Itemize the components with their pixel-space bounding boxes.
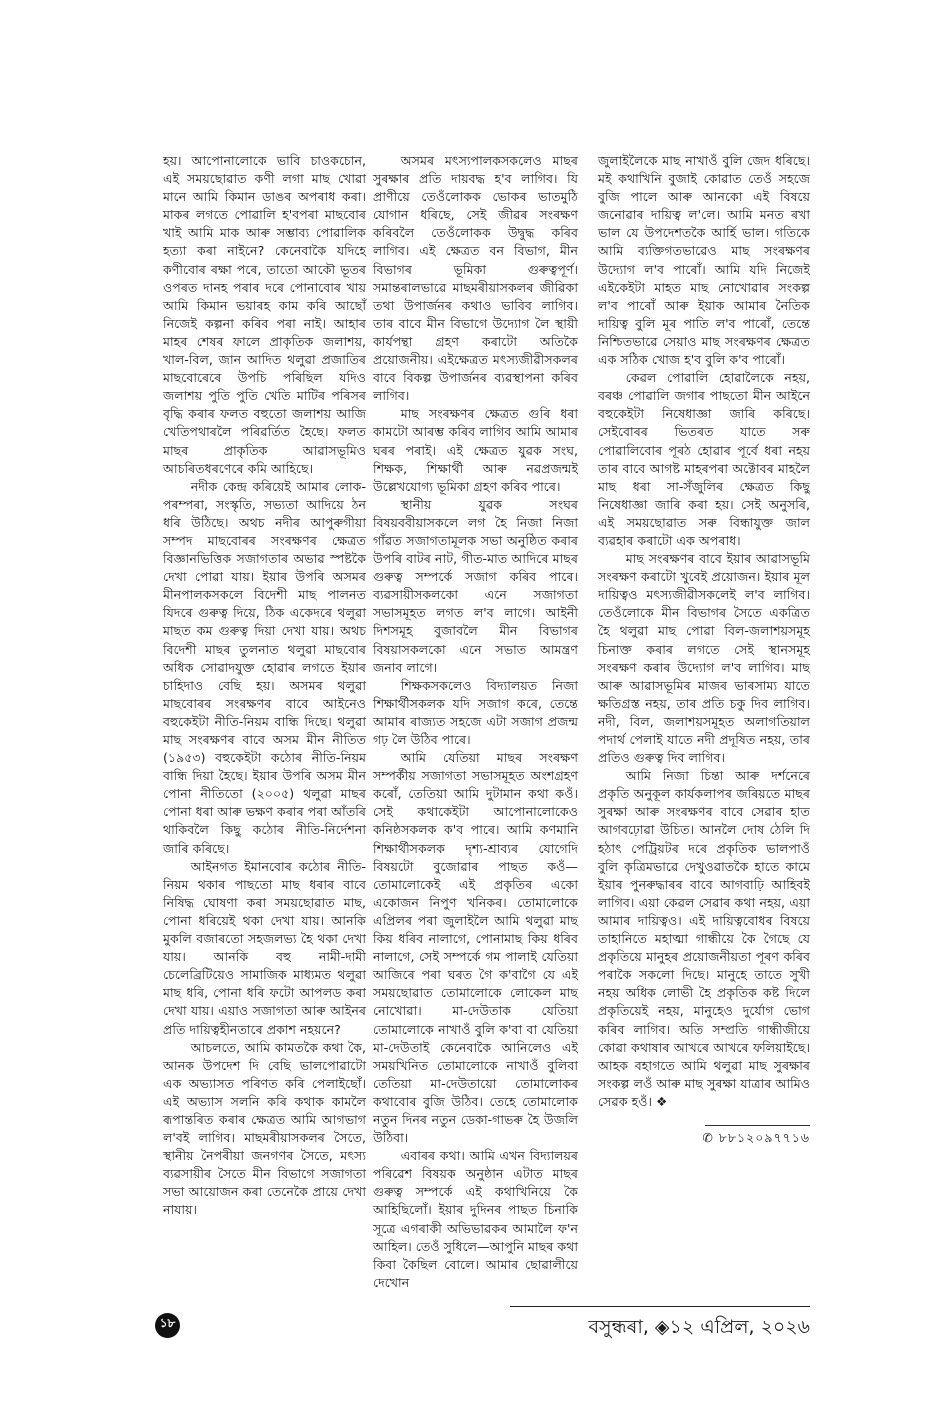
paragraph: আইনগত ইমানবোৰ কঠোৰ নীতি-নিয়ম থকাৰ পাছতো মাছ ধৰাৰ বাবে নিষিদ্ধ ঘোষণা কৰা সময়ছোৱাত মাছ, পোনা ধৰিয়েই থকা দেখা যায়। আনকি মুকলি বজাৰতো সহজলভ্য হৈ থকা দেখা যায়। আনকি বহু নামী-দামী চেলেব্ৰিটিয়েও সামাজিক মাধ্যমত থলুৱা মাছ ধৰি, পোনা ধৰি ফটো আপলড কৰা দেখা যায়। এয়াও সজাগতা আৰু আইনৰ প্ৰতি দায়িত্বহীনতাৰে প্ৰকাশ নহয়নে?: [163, 858, 366, 1037]
paragraph: আমি যেতিয়া মাছৰ সংৰক্ষণ সম্পৰ্কীয় সজাগতা সভাসমূহত অংশগ্ৰহণ কৰোঁ, তেতিয়া আমি দুটামান কথা কওঁ। সেই কথাকেইটা আপোনালোকেও কনিষ্ঠসকলক ক'ব পাৰে। আমি কণমানি শিক্ষাৰ্থীসকলক দৃশ্য-শ্ৰাব্যৰ যোগেদি বিষয়টো বুজোৱাৰ পাছত কওঁ— তোমালোকেই এই প্ৰকৃতিৰ একো একোজন নিপুণ খনিকৰ। তোমালোকে এপ্ৰিলৰ পৰা জুলাইলৈ আমি থলুৱা মাছ কিয় ধৰিব নালাগে, পোনামাছ কিয় ধৰিব নালাগে, সেই সম্পৰ্কে গম পালাই যেতিয়া আজিৰে পৰা ঘৰত গৈ ক'বাগৈ যে এই সময়ছোৱাত তোমালোকে লোকেল মাছ নোখোৱা। মা-দেউতাক যেতিয়া তোমালোকে নাখাওঁ বুলি ক'বা বা যেতিয়া মা-দেউতাই কেনেবাকৈ আনিলেও এই সময়খিনিত তোমালোকে নাখাওঁ বুলিবা তেতিয়া মা-দেউতায়ো তোমালোকৰ কথাবোৰ বুজি উঠিব। তেহে তোমালোক নতুন দিনৰ নতুন ডেকা-গাভৰু হৈ উজলি উঠিবা।: [373, 750, 578, 1146]
article-column-3: [598, 152, 810, 1147]
paragraph: মাছ সংৰক্ষণৰ ক্ষেত্ৰত গুৰি ধৰা কামটো আৰম্ভ কৰিব লাগিব আমি আমাৰ ঘৰৰ পৰাই। এই ক্ষেত্ৰত যুৱক সংঘ, শিক্ষক, শিক্ষাৰ্থী আৰু নৱপ্ৰজন্মই উল্লেখযোগ্য ভূমিকা গ্ৰহণ কৰিব পাৰে।: [373, 406, 578, 494]
paragraph: এবাৰৰ কথা। আমি এখন বিদ্যালয়ৰ পৰিৱেশ বিষয়ক অনুষ্ঠান এটাত মাছৰ গুৰুত্ব সম্পৰ্কে এই কথাখিনিয়ে কৈ আহিছিলোঁ। ইয়াৰ দুদিনৰ পাছত চিনাকি সূত্ৰে এগৰাকী অভিভাৱকৰ আমালৈ ফ'ন আহিল। তেওঁ সুধিলে—আপুনি মাছৰ কথা কিবা কৈছিল বোলে। আমাৰ ছোৱালীয়ে দেখোন: [373, 1148, 579, 1290]
paragraph: অসমৰ মৎস্যপালকসকলেও মাছৰ সুৰক্ষাৰ প্ৰতি দায়বদ্ধ হ'ব লাগিব। যি প্ৰাণীয়ে তেওঁলোকক ভোকৰ ভাতমুঠি যোগান ধৰিছে, সেই জীৱৰ সংৰক্ষণ কৰিবলৈ তেওঁলোকক উদ্বুদ্ধ কৰিব লাগিব। এই ক্ষেত্ৰত বন বিভাগ, মীন বিভাগৰ ভূমিকা গুৰুত্বপূৰ্ণ। সমান্তৰালভাৱে মাছমৰীয়াসকলৰ জীৱিকা তথা উপাৰ্জনৰ কথাও ভাবিব লাগিব। তাৰ বাবে মীন বিভাগে উদ্যোগ লৈ স্থায়ী কাৰ্যপন্থা গ্ৰহণ কৰাটো অতিকৈ প্ৰয়োজনীয়। এইক্ষেত্ৰত মৎস্যজীৱীসকলৰ বাবে বিকল্প উপাৰ্জনৰ ব্যৱস্থাপনা কৰিব লাগিব।: [373, 153, 578, 404]
paragraph: আচলতে, আমি কামতকৈ কথা কৈ, আনক উপদেশ দি বেছি ভালপোৱাটো এক অভ্যাসত পৰিণত কৰি পেলাইছোঁ। এই অভ্যাস সলনি কৰি কথাক কামলৈ ৰূপান্তৰিত কৰাৰ ক্ষেত্ৰত আমি আগভাগ ল'বই লাগিব। মাছমৰীয়াসকলৰ সৈতে, স্থানীয় নৈপৰীয়া জনগণৰ সৈতে, মৎস্য ব্যৱসায়ীৰ সৈতে মীন বিভাগে সজাগতা সভা আয়োজন কৰা তেনেকৈ প্ৰায়ে দেখা নাযায়।: [163, 1039, 366, 1218]
magazine-page: [159, 0, 810, 1406]
magazine-masthead-date: বসুন্ধৰা, ◈১২ এপ্ৰিল, ২০২৬: [588, 1315, 810, 1338]
paragraph: হয়। আপোনালোকে ভাবি চাওকচোন, এই সময়ছোৱাত কণী লগা মাছ খোৱা মানে আমি কিমান ডাঙৰ অপৰাধ কৰা। মাকৰ লগতে পোৱালি হ'বপৰা মাছবোৰ খাই আমি মাক আৰু সম্ভাব্য পোৱালিক হত্যা কৰা নাইনে? কেনেবাকৈ যদিহে কণীবোৰ ৰক্ষা পৰে, তাতো আকৌ ভূতৰ ওপৰত দানহ পৰাৰ দৰে পোনাবোৰ খায় আমি কিমান ভয়াৰহ কাম কৰি আছোঁ নিজেই কল্পনা কৰিব পৰা নাই। আহাৰ মাহৰ শেষৰ ফালে প্ৰাকৃতিক জলাশয়, খাল-বিল, জান আদিত থলুৱা প্ৰজাতিৰ মাছবোৰেৰে উপচি পৰিছিল যদিও জলাশয় পুতি পুতি খেতি মাটিৰ পৰিসৰ বৃদ্ধি কৰাৰ ফলত বহুতো জলাশয় আজি খেতিপথাৰলৈ পৰিৱৰ্তিত হৈছে। ফলত মাছৰ প্ৰাকৃতিক আৱাসভূমিও আচৰিতধৰণেৰে কমি আহিছে।: [163, 153, 366, 476]
paragraph: শিক্ষকসকলেও বিদ্যালয়ত নিজা শিক্ষাৰ্থীসকলক যদি সজাগ কৰে, তেন্তে আমাৰ ৰাজ্যত সহজে এটা সজাগ প্ৰজন্ম গঢ় লৈ উঠিব পাৰে।: [373, 677, 578, 747]
paragraph: আমি নিজা চিন্তা আৰু দৰ্শনেৰে প্ৰকৃতি অনুকূল কাৰ্যকলাপৰ জৰিয়তে মাছৰ সুৰক্ষা আৰু সংৰক্ষণৰ বাবে সেৱাৰ হাত আগবঢ়োৱা উচিত। আনলৈ দোষ ঠেলি দি হঠাৎ পেট্ৰিয়টৰ দৰে প্ৰকৃতিক ভালপাওঁ বুলি কৃত্ৰিমভাৱে দেখুওৱাতকৈ হাতে কামে ইয়াৰ পুনৰুদ্ধাৰৰ বাবে আগবাঢ়ি আহিবই লাগিব। এয়া কেৱল সেৱাৰ কথা নহয়, এয়া আমাৰ দায়িত্বও। এই দায়িত্ববোধৰ বিষয়ে তাহানিতে মহাত্মা গান্ধীয়ে কৈ গৈছে যে প্ৰকৃতিয়ে মানুহৰ প্ৰয়োজনীয়তা পূৰণ কৰিব পৰাকৈ সকলো দিছে। মানুহে তাতে সুখী নহয় অধিক লোভী হৈ প্ৰকৃতিক কষ্ট দিলে প্ৰকৃতিয়েই নহয়, মানুহেও দুৰ্যোগ ভোগ কৰিব লাগিব। অতি সম্প্ৰতি গান্ধীজীয়ে কোৱা কথাষাৰ আখৰে আখৰে ফলিয়াইছে। আহক বহাগতে আমি থলুৱা মাছ সুৰক্ষাৰ সংকল্প লওঁ আৰু মাছ সুৰক্ষা যাত্ৰাৰ আমিও সেৱক হওঁ। ❖: [598, 768, 810, 1109]
author-contact: [598, 1125, 810, 1147]
paragraph: কেৱল পোৱালি হোৱালৈকে নহয়, বৰঞ্চ পোৱালি জগাৰ পাছতো মীন আইনে বহুকেইটা নিষেধাজ্ঞা জাৰি কৰিছে। সেইবোৰৰ ভিতৰত যাতে সৰু পোৱালিবোৰ পূৰঠ হোৱাৰ পূৰ্বে ধৰা নহয় তাৰ বাবে আগষ্ট মাহৰপৰা অক্টোবৰ মাহলৈ মাছ ধৰা সা-সঁজুলিৰ ক্ষেত্ৰত কিছু নিষেধাজ্ঞা জাৰি কৰা হয়। সেই অনুসৰি, এই সময়ছোৱাত সৰু বিন্ধাযুক্ত জাল ব্যৱহাৰ কৰাটো এক অপৰাধ।: [598, 370, 810, 548]
page-number-badge: [155, 1313, 180, 1338]
article-column-1: [163, 152, 366, 1220]
page-footer: [159, 1306, 810, 1346]
footer-divider: [510, 1306, 810, 1307]
paragraph: জুলাইলৈকে মাছ নাখাওঁ বুলি জেদ ধৰিছে। মই কথাখিনি বুজাই কোৱাত তেওঁ সহজে বুজি পালে আৰু আনকো এই বিষয়ে জনোৱাৰ দায়িত্ব ল'লে। আমি মনত ৰখা ভাল যে উপদেশতকৈ আৰ্হি ভাল। গতিকে আমি ব্যক্তিগতভাৱেও মাছ সংৰক্ষণৰ উদ্যোগ ল'ব পাৰোঁ। আমি যদি নিজেই এইকেইটা মাহত মাছ নোখোৱাৰ সংকল্প ল'ব পাৰোঁ আৰু ইয়াক আমাৰ নৈতিক দায়িত্ব বুলি মূৰ পাতি ল'ব পাৰোঁ, তেন্তে নিশ্চিতভাৱে সেয়াও মাছ সংৰক্ষণৰ ক্ষেত্ৰত এক সঠিক খোজ হ'ব বুলি ক'ব পাৰোঁ।: [598, 153, 810, 368]
author-phone: ✆ ৮৮১২০৯৭৭১৬: [702, 1129, 810, 1145]
page-number: ১৮: [159, 1316, 176, 1331]
paragraph: মাছ সংৰক্ষণৰ বাবে ইয়াৰ আৱাসভূমি সংৰক্ষণ কৰাটো খুবেই প্ৰয়োজন। ইয়াৰ মূল দায়িত্বও মৎস্যজীৱীসকলেই ল'ব লাগিব। তেওঁলোকে মীন বিভাগৰ সৈতে একত্ৰিত হৈ থলুৱা মাছ পোৱা বিল-জলাশয়সমূহ চিনাক্ত কৰাৰ লগতে সেই স্থানসমূহ সংৰক্ষণ কৰাৰ উদ্যোগ ল'ব লাগিব। মাছ আৰু আৱাসভূমিৰ মাজৰ ভাৰসাম্য যাতে ক্ষতিগ্ৰস্ত নহয়, তাৰ প্ৰতি চকু দিব লাগিব। নদী, বিল, জলাশয়সমূহত অলাগতিয়াল পদাৰ্থ পেলাই যাতে নদী প্ৰদূষিত নহয়, তাৰ প্ৰতিও গুৰুত্ব দিব লাগিব।: [598, 551, 810, 766]
article-body: [163, 152, 810, 1292]
divider: [705, 1125, 810, 1126]
paragraph: নদীক কেন্দ্ৰ কৰিয়েই আমাৰ লোক-পৰম্পৰা, সংস্কৃতি, সভ্যতা আদিয়ে ঠন ধৰি উঠিছে। অথচ নদীৰ আপুৰুগীয়া সম্পদ মাছবোৰৰ সংৰক্ষণৰ ক্ষেত্ৰত বিজ্ঞানভিত্তিক সজাগতাৰ অভাৱ স্পষ্টকৈ দেখা পোৱা যায়। ইয়াৰ উপৰি অসমৰ মীনপালকসকলে বিদেশী মাছ পালনত যিদৰে গুৰুত্ব দিয়ে, ঠিক একেদৰে থলুৱা মাছত কম গুৰুত্ব দিয়া দেখা যায়। অথচ বিদেশী মাছৰ তুলনাত থলুৱা মাছবোৰ অধিক সোৱাদযুক্ত হোৱাৰ লগতে ইয়াৰ চাহিদাও বেছি হয়। অসমৰ থলুৱা মাছবোৰৰ সংৰক্ষণৰ বাবে আইনেও বহুকেইটা নীতি-নিয়ম বান্ধি দিছে। থলুৱা মাছ সংৰক্ষণৰ বাবে অসম মীন নীতিত (১৯৫৩) বহুকেইটা কঠোৰ নীতি-নিয়ম বান্ধি দিয়া হৈছে। ইয়াৰ উপৰি অসম মীন পোনা নীতিতো (২০০৫) থলুৱা মাছৰ পোনা ধৰা আৰু ভক্ষণ কৰাৰ পৰা আঁতৰি থাকিবলৈ কিছু কঠোৰ নীতি-নিৰ্দেশনা জাৰি কৰিছে।: [163, 478, 366, 856]
paragraph: স্থানীয় যুৱক সংঘৰ বিষয়ববীয়াসকলে লগ হৈ নিজা নিজা গাঁৱত সজাগতামূলক সভা অনুষ্ঠিত কৰাৰ উপৰি বাটৰ নাট, গীত-মাত আদিৰে মাছৰ গুৰুত্ব সম্পৰ্কে সজাগ কৰিব পাৰে। ব্যৱসায়ীসকলকো এনে সজাগতা সভাসমূহত লগত ল'ব লাগে। আইনী দিশসমূহ বুজাবলৈ মীন বিভাগৰ বিষয়াসকলকো এনে সভাত আমন্ত্ৰণ জনাব লাগে।: [373, 496, 578, 675]
article-column-2: [373, 152, 578, 1292]
